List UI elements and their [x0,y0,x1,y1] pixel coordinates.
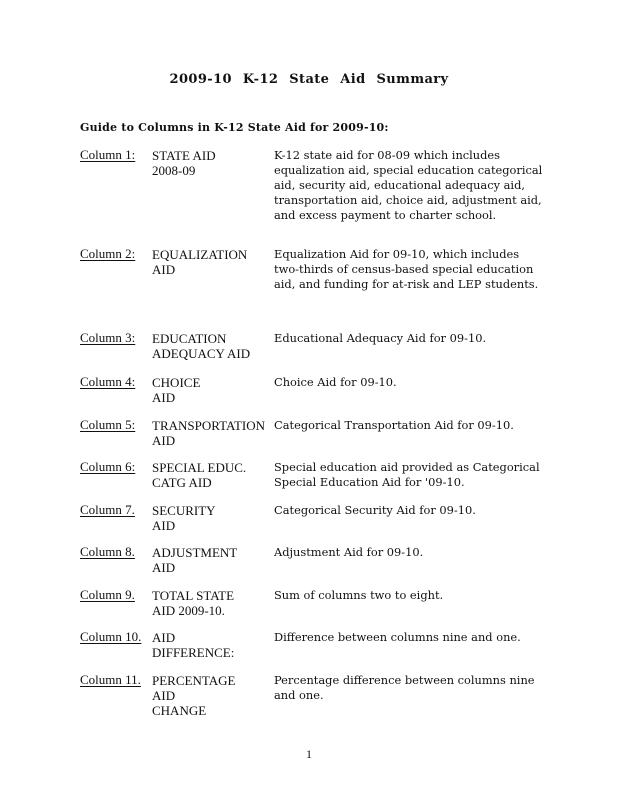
column-description: K-12 state aid for 08-09 which includes equalization aid, special education categorical aid, security aid, educational adequacy aid, transportation aid, choice aid, adjustment aid, and excess payment to charter school. [274,148,543,222]
column-description: Categorical Security Aid for 09-10. [274,503,476,517]
column-label: Column 9. [80,587,135,602]
column-name: PERCENTAGE AID CHANGE [152,673,236,718]
guide-heading: Guide to Columns in K-12 State Aid for 2009-10: [80,121,389,134]
column-name: EDUCATION ADEQUACY AID [152,331,251,361]
column-label: Column 3: [80,330,136,345]
column-name: AID DIFFERENCE: [152,630,235,660]
column-name: CHOICE AID [152,375,201,405]
column-name: STATE AID 2008-09 [152,148,216,178]
column-description: Difference between columns nine and one. [274,630,521,644]
column-label: Column 10. [80,629,142,644]
column-description: Percentage difference between columns nine and one. [274,673,535,702]
column-description: Choice Aid for 09-10. [274,375,397,389]
column-label: Column 11. [80,672,141,687]
page-title: 2009-10 K-12 State Aid Summary [169,72,449,87]
column-name: ADJUSTMENT AID [152,545,238,575]
column-description: Special education aid provided as Categorical Special Education Aid for '09-10. [274,460,540,489]
column-description: Educational Adequacy Aid for 09-10. [274,331,487,345]
column-description: Sum of columns two to eight. [274,588,444,602]
page-number: 1 [306,747,312,761]
column-name: TOTAL STATE AID 2009-10. [152,588,235,618]
column-label: Column 7. [80,502,135,517]
column-label: Column 8. [80,544,135,559]
column-name: SECURITY AID [152,503,216,533]
column-label: Column 5: [80,417,136,432]
column-label: Column 4: [80,374,136,389]
column-name: SPECIAL EDUC. CATG AID [152,460,247,490]
column-label: Column 6: [80,459,136,474]
column-description: Equalization Aid for 09-10, which includes two-thirds of census-based special education aid, and funding for at-risk and LEP students. [274,247,539,291]
column-label: Column 2: [80,246,136,261]
column-name: EQUALIZATION AID [152,247,248,277]
column-description: Adjustment Aid for 09-10. [274,545,424,559]
column-label: Column 1: [80,147,136,162]
column-description: Categorical Transportation Aid for 09-10. [274,418,514,432]
column-name: TRANSPORTATION AID [152,418,266,448]
